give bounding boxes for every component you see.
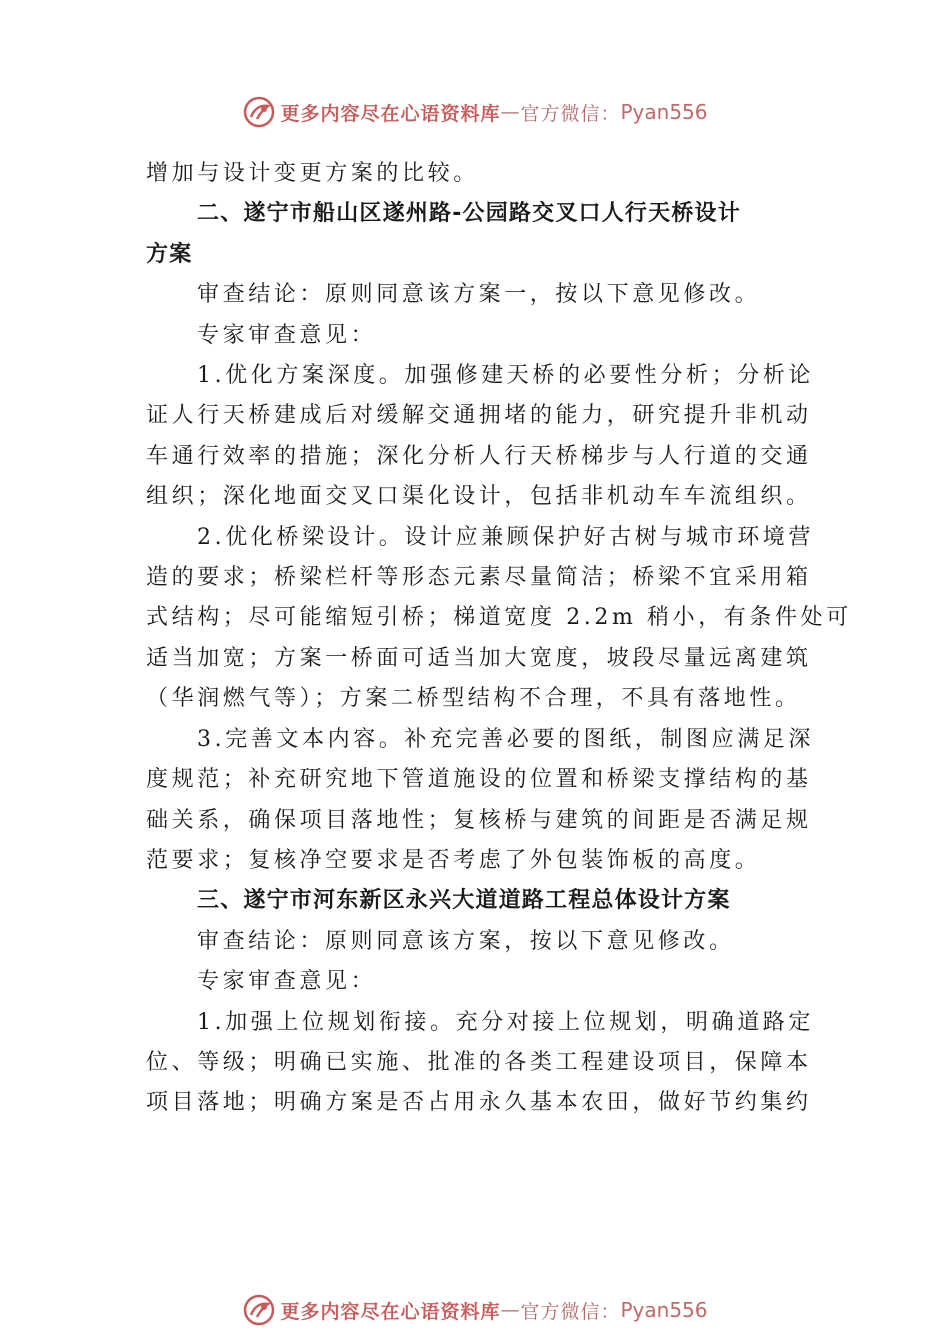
review-conclusion: 审查结论：原则同意该方案一，按以下意见修改。	[197, 282, 761, 308]
expert-opinion-label: 专家审查意见：	[197, 322, 377, 348]
watermark-dash: —	[500, 1299, 521, 1321]
watermark-header	[0, 92, 950, 132]
watermark-footer	[0, 1290, 950, 1330]
paragraph-line: 车通行效率的措施；深化分析人行天桥梯步与人行道的交通	[146, 443, 812, 469]
watermark-id: Pyan556	[620, 100, 708, 124]
watermark-label: 官方微信：	[520, 102, 621, 125]
watermark-brand-text: 更多内容尽在心语资料库	[280, 1300, 501, 1323]
paragraph-line: 式结构；尽可能缩短引桥；梯道宽度 2.2m 稍小，有条件处可	[146, 605, 852, 631]
paragraph-line: 位、等级；明确已实施、批准的各类工程建设项目，保障本	[146, 1049, 812, 1075]
paragraph-line: 度规范；补充研究地下管道施设的位置和桥梁支撑结构的基	[146, 767, 812, 793]
review-conclusion: 审查结论：原则同意该方案，按以下意见修改。	[197, 928, 735, 954]
section-heading-3: 三、遂宁市河东新区永兴大道道路工程总体设计方案	[197, 888, 731, 914]
paragraph-line: 组织；深化地面交叉口渠化设计，包括非机动车车流组织。	[146, 484, 812, 510]
paragraph-line: 证人行天桥建成后对缓解交通拥堵的能力，研究提升非机动	[146, 403, 812, 429]
paragraph-line: 础关系，确保项目落地性；复核桥与建筑的间距是否满足规	[146, 807, 812, 833]
paragraph-line: 范要求；复核净空要求是否考虑了外包装饰板的高度。	[146, 847, 761, 873]
paragraph-line: 适当加宽；方案一桥面可适当加大宽度，坡段尽量远离建筑	[146, 645, 812, 671]
watermark-label: 官方微信：	[520, 1300, 621, 1323]
section-heading-2: 二、遂宁市船山区遂州路-公园路交叉口人行天桥设计	[197, 201, 741, 227]
expert-opinion-label: 专家审查意见：	[197, 969, 377, 995]
watermark-id: Pyan556	[620, 1298, 708, 1322]
watermark-brand-text: 更多内容尽在心语资料库	[280, 102, 501, 125]
paragraph-line: 2.优化桥梁设计。设计应兼顾保护好古树与城市环境营	[197, 524, 814, 550]
paragraph-line: 造的要求；桥梁栏杆等形态元素尽量简洁；桥梁不宜采用箱	[146, 565, 812, 591]
paragraph-line: （华润燃气等）；方案二桥型结构不合理，不具有落地性。	[146, 686, 801, 712]
section-heading-2-cont: 方案	[146, 241, 193, 267]
paragraph-line: 增加与设计变更方案的比较。	[146, 161, 479, 186]
paragraph-line: 1.加强上位规划衔接。充分对接上位规划，明确道路定	[197, 1009, 814, 1035]
paragraph-line: 项目落地；明确方案是否占用永久基本农田，做好节约集约	[146, 1090, 812, 1116]
watermark-dash: —	[500, 101, 521, 123]
watermark-logo-icon	[242, 95, 276, 129]
watermark-logo-icon	[242, 1293, 276, 1327]
paragraph-line: 1.优化方案深度。加强修建天桥的必要性分析；分析论	[197, 363, 814, 389]
document-body	[146, 154, 852, 1124]
paragraph-line: 3.完善文本内容。补充完善必要的图纸，制图应满足深	[197, 726, 814, 752]
